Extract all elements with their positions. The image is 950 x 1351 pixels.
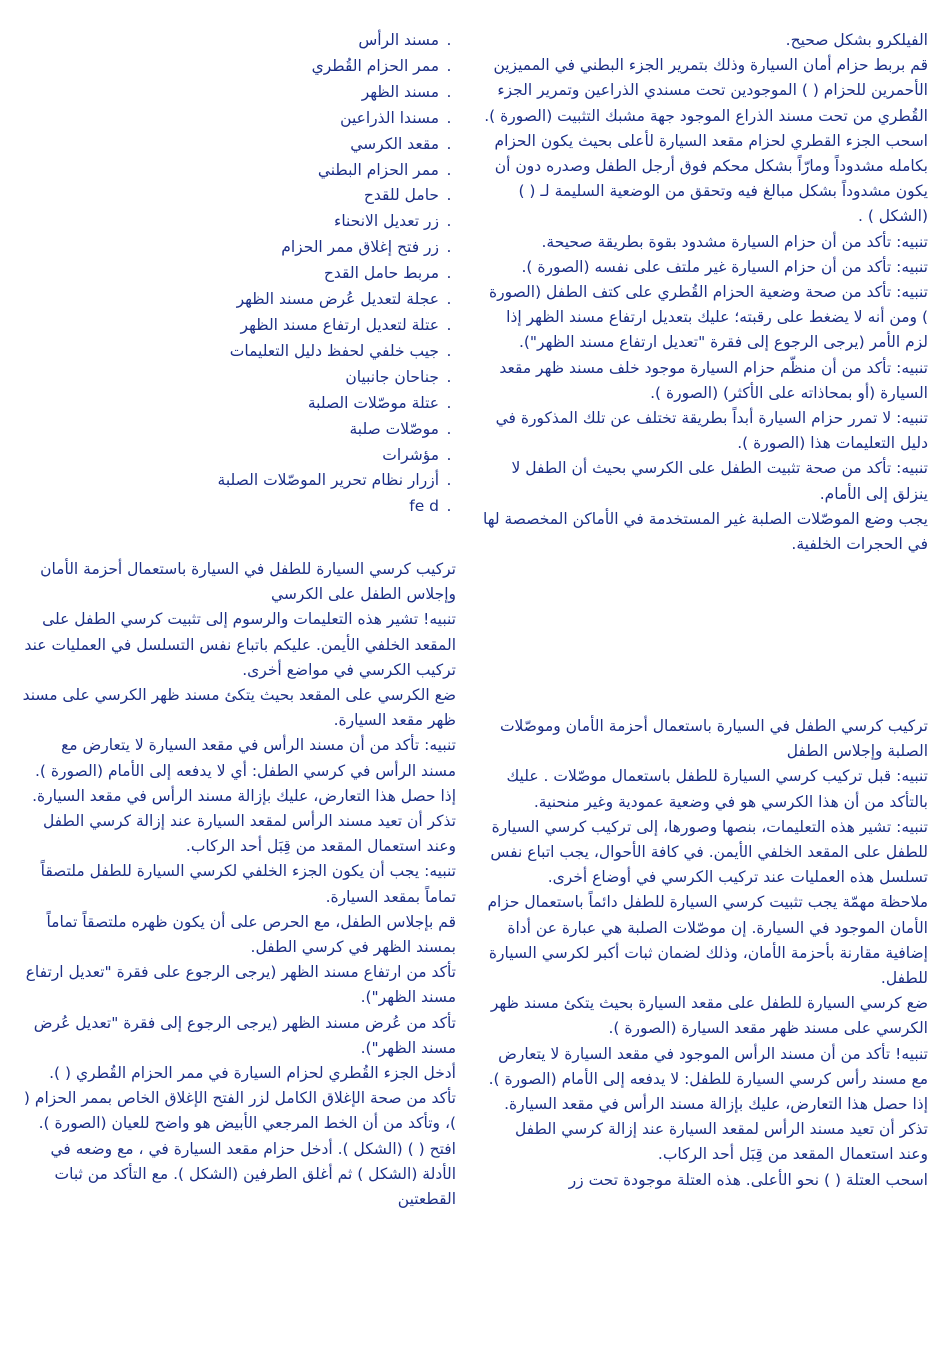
paragraph: تنبيه: تأكد من أن حزام السيارة غير ملتف على نفسه (الصورة ).	[521, 257, 928, 276]
right-column-bottom	[482, 714, 928, 1193]
paragraph: قم بإجلاس الطفل، مع الحرص على أن يكون ظهره ملتصقاً تماماً بمسند الظهر في كرسي الطفل.	[46, 912, 456, 957]
legend-item: .مربط حامل القدح	[323, 264, 452, 283]
paragraph: ضع الكرسي على المقعد بحيث يتكئ مسند ظهر الكرسي على مسند ظهر مقعد السيارة.	[22, 686, 456, 730]
paragraph: تنبيه! تأكد من أن مسند الرأس الموجود في مقعد السيارة لا يتعارض مع مسند رأس كرسي السيارة للطفل: لا يدفعه إلى الأمام (الصورة ). إذا حصل هذا التعارض، عليك بإزالة مسند الرأس في مقعد السيارة. تذكر أن تعيد مسند الرأس لمقعد السيارة عند إزالة كرسي الطفل وعند استعمال المقعد من قِبَل أحد الركاب.	[488, 1044, 928, 1164]
legend-item: .زر تعديل الانحناء	[334, 212, 452, 231]
legend-item: .مسند الظهر	[361, 82, 452, 101]
paragraph: تنبيه: تشير هذه التعليمات، بنصها وصورها، إلى تركيب كرسي السيارة للطفل على المقعد الخلفي الأيمن. في كافة الأحوال، يجب اتباع نفس تسلسل هذه العمليات عند تركيب الكرسي في أوضاع أخرى.	[490, 817, 928, 887]
paragraph: اسحب العتلة ( ) نحو الأعلى. هذه العتلة موجودة تحت زر	[568, 1170, 928, 1189]
legend-item: .fe d	[409, 497, 452, 516]
legend-item: .عتلة موصّلات الصلبة	[307, 393, 452, 412]
paragraph: تنبيه: يجب أن يكون الجزء الخلفي لكرسي السيارة للطفل ملتصقاً تماماً بمقعد السيارة.	[40, 862, 456, 906]
paragraph: اسحب الجزء القطري لحزام مقعد السيارة لأعلى بحيث يكون الحزام بكامله مشدوداً ومارّاً بشكل محكم فوق أرجل الطفل وصدره دون أن يكون مشدوداً بشكل مبالغ فيه وتحقق من الوضعية السليمة لـ ( ) (الشكل ) .	[494, 131, 928, 226]
legend-item: .جناحان جانبيان	[345, 367, 452, 386]
legend-item: .ممر الحزام القُطري	[311, 56, 452, 75]
paragraph: تنبيه: تأكد من صحة تثبيت الطفل على الكرسي بحيث أن الطفل لا ينزلق إلى الأمام.	[511, 459, 928, 503]
legend-item: .مقعد الكرسي	[350, 134, 452, 153]
section-heading: تركيب كرسي الطفل في السيارة باستعمال أحزمة الأمان وموصّلات الصلبة وإجلاس الطفل	[499, 717, 928, 761]
paragraph: الفيلكرو بشكل صحيح.	[785, 31, 928, 49]
paragraph: تنبيه: تأكد من أن حزام السيارة مشدود بقوة بطريقة صحيحة.	[541, 232, 928, 251]
legend-item: .عجلة لتعديل عُرض مسند الظهر	[236, 290, 452, 309]
paragraph: تأكد من ارتفاع مسند الظهر (يرجى الرجوع على فقرة "تعديل ارتفاع مسند الظهر").	[25, 963, 456, 1007]
legend-item: .ممر الحزام البطني	[317, 160, 452, 179]
parts-legend	[150, 28, 455, 520]
paragraph: تنبيه: تأكد من أن منظّم حزام السيارة موجود خلف مسند ظهر مقعد السيارة (أو بمحاذاته على الأكثر) (الصورة ).	[499, 358, 928, 402]
paragraph: ضع كرسي السيارة للطفل على مقعد السيارة بحيث يتكئ مسند ظهر الكرسي على مسند ظهر مقعد السيارة (الصورة ).	[490, 994, 928, 1038]
legend-item: .زر فتح إغلاق ممر الحزام	[281, 238, 452, 257]
legend-item: .عتلة لتعديل ارتفاع مسند الظهر	[240, 315, 452, 334]
paragraph: تنبيه: تأكد من صحة وضعية الحزام القُطري على كتف الطفل (الصورة ) ومن أنه لا يضغط على رقبته؛ عليك بتعديل ارتفاع مسند الظهر إذا لزم الأمر (يرجى الرجوع إلى فقرة "تعديل ارتفاع مسند الظهر").	[488, 283, 928, 352]
paragraph: ملاحظة مهمّة يجب تثبيت كرسي السيارة للطفل دائماً باستعمال حزام الأمان الموجود في السيارة. إن موصّلات الصلبة هي عبارة عن أداة إضافية مقارنة بأحزمة الأمان، وذلك لضمان ثبات أكبر لكرسي السيارة للطفل.	[487, 893, 928, 988]
legend-item: .مسندا الذراعين	[340, 108, 452, 127]
paragraph: افتح ( ) (الشكل ). أدخل حزام مقعد السيارة في ، مع وضعه في الأدلة (الشكل ) ثم أغلق الطرفين (الشكل ). مع التأكد من ثبات القطعتين	[50, 1139, 456, 1209]
legend-item: .أزرار نظام تحرير الموصّلات الصلبة	[217, 471, 452, 490]
paragraph: تنبيه: تأكد من أن مسند الرأس في مقعد السيارة لا يتعارض مع مسند الرأس في كرسي الطفل: أي لا يدفعه إلى الأمام (الصورة ). إذا حصل هذا التعارض، عليك بإزالة مسند الرأس في مقعد السيارة. تذكر أن تعيد مسند الرأس لمقعد السيارة عند إزالة كرسي الطفل وعند استعمال المقعد من قِبَل أحد الركاب.	[32, 736, 456, 856]
paragraph: تنبيه: لا تمرر حزام السيارة أبداً بطريقة تختلف عن تلك المذكورة في دليل التعليمات هذا (الصورة ).	[495, 409, 928, 453]
legend-item: .حامل للقدح	[363, 186, 452, 205]
left-column-bottom	[22, 557, 456, 1212]
paragraph: تأكد من صحة الإغلاق الكامل لزر الفتح الإغلاق الخاص بممر الحزام ( )، وتأكد من أن الخط المرجعي الأبيض هو واضح للعيان (الصورة ).	[23, 1089, 456, 1133]
paragraph: تنبيه: قبل تركيب كرسي السيارة للطفل باستعمال موصّلات . عليك بالتأكد من أن هذا الكرسي هو في وضعية عمودية وغير منحنية.	[506, 767, 928, 811]
legend-item: .مسند الرأس	[358, 31, 452, 49]
paragraph: يجب وضع الموصّلات الصلبة غير المستخدمة في الأماكن المخصصة لها في الحجرات الخلفية.	[482, 509, 928, 554]
paragraph: تأكد من عُرض مسند الظهر (يرجى الرجوع إلى فقرة "تعديل عُرض مسند الظهر").	[33, 1013, 456, 1057]
paragraph: أدخل الجزء القُطري لحزام السيارة في ممر الحزام القُطري ( ).	[49, 1064, 456, 1083]
paragraph: قم بربط حزام أمان السيارة وذلك بتمرير الجزء البطني في المميزين الأحمرين للحزام ( ) الموجودين تحت مسندي الذراعين وتمرير الجزء القُطري من تحت مسند الذراع الموجود جهة مشبك التثبيت (الصورة ).	[484, 56, 928, 125]
paragraph: تنبيه! تشير هذه التعليمات والرسوم إلى تثبيت كرسي الطفل على المقعد الخلفي الأيمن. عليكم باتباع نفس التسلسل في العمليات عند تركيب الكرسي في مواضع أخرى.	[24, 610, 456, 679]
section-heading: تركيب كرسي السيارة للطفل في السيارة باستعمال أحزمة الأمان وإجلاس الطفل على الكرسي	[40, 560, 456, 604]
legend-item: .جيب خلفي لحفظ دليل التعليمات	[229, 341, 452, 360]
legend-item: .موصّلات صلبة	[349, 419, 452, 438]
legend-item: .مؤشرات	[382, 445, 452, 464]
right-column-top	[482, 28, 928, 557]
